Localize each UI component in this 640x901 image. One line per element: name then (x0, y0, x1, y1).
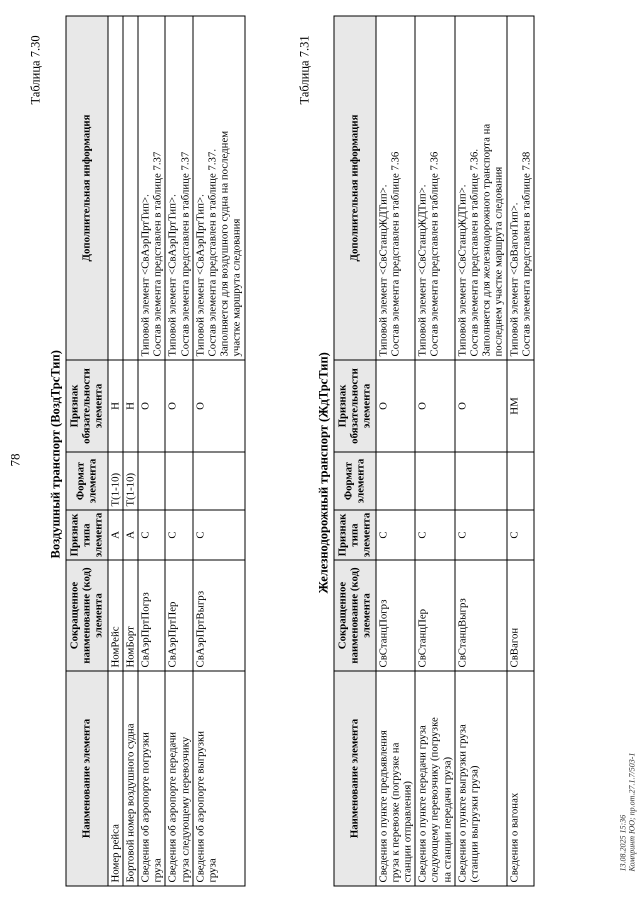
cell-line: Состав элемента представлен в таблице 7.36 (388, 151, 401, 356)
railway-transport-table (333, 15, 534, 886)
format-cell (165, 452, 192, 510)
code-cell: НомРейс (107, 560, 122, 671)
info-cell (192, 16, 244, 360)
format-cell (506, 452, 533, 510)
column-header: Формат элемента (334, 452, 376, 510)
info-cell (138, 16, 165, 360)
info-cell (107, 16, 122, 360)
type-cell: С (165, 510, 192, 560)
column-header: Признак обязательности элемента (334, 360, 376, 452)
type-cell: А (122, 510, 137, 560)
format-cell (454, 452, 506, 510)
type-cell: С (506, 510, 533, 560)
cell-line: Состав элемента представлен в таблице 7.36 (428, 151, 441, 356)
info-cell (506, 16, 533, 360)
column-header: Наименование элемента (334, 671, 376, 886)
required-cell: О (192, 360, 244, 452)
cell-line: Номер рейса (108, 823, 121, 882)
element-name-cell (165, 671, 192, 886)
required-cell: О (415, 360, 455, 452)
element-name-cell (375, 671, 415, 886)
cell-line: Состав элемента представлен в таблице 7.37 (151, 151, 164, 356)
table-row (454, 16, 506, 886)
type-cell: С (138, 510, 165, 560)
cell-line: участке маршрута следования (230, 218, 243, 356)
cell-line: груза к перевозке (погрузке на (388, 742, 401, 882)
required-cell: О (138, 360, 165, 452)
code-cell: СвСтанцПогрз (375, 560, 415, 671)
type-cell: С (415, 510, 455, 560)
code-cell: СвВагон (506, 560, 533, 671)
cell-line: Заполняется для железнодорожного транспорта на (480, 123, 493, 356)
code-cell: СвАэрПртПогрз (138, 560, 165, 671)
info-cell (454, 16, 506, 360)
required-cell: Н (107, 360, 122, 452)
page-number: 78 (7, 453, 22, 466)
table-row (138, 16, 165, 886)
cell-line: Состав элемента представлен в таблице 7.37. (206, 148, 219, 356)
cell-line: груза следующему перевозчику (178, 736, 191, 882)
format-cell: T(1-10) (122, 452, 137, 510)
cell-line: Типовой элемент <СвАэрПртТип>. (166, 193, 179, 356)
cell-line: Сведения о пункте выгрузки груза (455, 723, 468, 882)
format-cell (375, 452, 415, 510)
print-stamp (618, 752, 636, 871)
cell-line: Сведения об аэропорте выгрузки (193, 730, 206, 882)
info-cell (415, 16, 455, 360)
cell-line: Сведения о пункте передачи груза (416, 724, 429, 882)
cell-line: Состав элемента представлен в таблице 7.37 (178, 151, 191, 356)
info-cell (165, 16, 192, 360)
cell-line: на станции передачи груза) (440, 756, 453, 882)
table-row (415, 16, 455, 886)
type-cell: С (192, 510, 244, 560)
required-cell: О (165, 360, 192, 452)
column-header: Дополнительная информация (334, 16, 376, 360)
column-header: Сокращенное наименование (код) элемента (66, 560, 108, 671)
table-number: Таблица 7.31 (297, 34, 311, 104)
required-cell: Н (122, 360, 137, 452)
required-cell: О (454, 360, 506, 452)
element-name-cell (415, 671, 455, 886)
air-transport-table (65, 15, 245, 886)
code-cell: НомБорт (122, 560, 137, 671)
code-cell: СвСтанцПер (415, 560, 455, 671)
required-cell: О (375, 360, 415, 452)
info-cell (375, 16, 415, 360)
element-name-cell (192, 671, 244, 886)
column-header: Признак типа элемента (334, 510, 376, 560)
cell-line: Состав элемента представлен в таблице 7.36. (468, 148, 481, 356)
column-header: Признак типа элемента (66, 510, 108, 560)
table-row (192, 16, 244, 886)
cell-line: Заполняется для воздушного судна на последнем (218, 130, 231, 356)
type-cell: С (375, 510, 415, 560)
cell-line: станции отправления) (401, 780, 414, 882)
format-cell (138, 452, 165, 510)
required-cell: НМ (506, 360, 533, 452)
stamp-line: Компринт ЮО; пр.от.27.1.7/503-1 (627, 752, 636, 871)
cell-line: следующему перевозчику (погрузке (428, 716, 441, 882)
cell-line: Типовой элемент <СвСтанцЖДТип>. (376, 184, 389, 356)
code-cell: СвАэрПртВыгрз (192, 560, 244, 671)
cell-line: Типовой элемент <СвАэрПртТип>. (139, 193, 152, 356)
cell-line: груза (206, 857, 219, 882)
element-name-cell (506, 671, 533, 886)
cell-line: Сведения о вагонах (507, 792, 520, 882)
table-row (375, 16, 415, 886)
cell-line: Сведения об аэропорте погрузки (139, 731, 152, 882)
column-header: Дополнительная информация (66, 16, 108, 360)
type-cell: С (454, 510, 506, 560)
table-row (107, 16, 122, 886)
format-cell (415, 452, 455, 510)
cell-line: Типовой элемент <СвАэрПртТип>. (193, 193, 206, 356)
element-name-cell (122, 671, 137, 886)
format-cell: T(1-10) (107, 452, 122, 510)
table-row (122, 16, 137, 886)
cell-line: Состав элемента представлен в таблице 7.38 (519, 151, 532, 356)
format-cell (192, 452, 244, 510)
element-name-cell (454, 671, 506, 886)
table-number: Таблица 7.30 (28, 34, 42, 104)
cell-line: Типовой элемент <СвСтанцЖДТип>. (416, 184, 429, 356)
stamp-line: 13.08.2025 15:36 (618, 814, 627, 871)
cell-line: Бортовой номер воздушного судна (123, 723, 136, 882)
column-header: Наименование элемента (66, 671, 108, 886)
table-caption: Железнодорожный транспорт (ЖдТрсТип) (316, 351, 330, 593)
table-row (506, 16, 533, 886)
cell-line: последнем участке маршрута следования (492, 166, 505, 356)
column-header: Признак обязательности элемента (66, 360, 108, 452)
code-cell: СвСтанцВыгрз (454, 560, 506, 671)
table-row (165, 16, 192, 886)
cell-line: (станции выгрузки груза) (468, 765, 481, 882)
type-cell: А (107, 510, 122, 560)
table-header-row (334, 16, 376, 886)
cell-line: Типовой элемент <СвСтанцЖДТип>. (455, 184, 468, 356)
code-cell: СвАэрПртПер (165, 560, 192, 671)
column-header: Сокращенное наименование (код) элемента (334, 560, 376, 671)
column-header: Формат элемента (66, 452, 108, 510)
cell-line: Сведения об аэропорте передачи (166, 731, 179, 882)
table-header-row (66, 16, 108, 886)
element-name-cell (138, 671, 165, 886)
cell-line: Типовой элемент <СвВагонТип>. (507, 201, 520, 356)
element-name-cell (107, 671, 122, 886)
cell-line: груза (151, 857, 164, 882)
info-cell (122, 16, 137, 360)
table-caption: Воздушный транспорт (ВоздТрсТип) (48, 349, 62, 558)
cell-line: Сведения о пункте предъявления (376, 729, 389, 882)
